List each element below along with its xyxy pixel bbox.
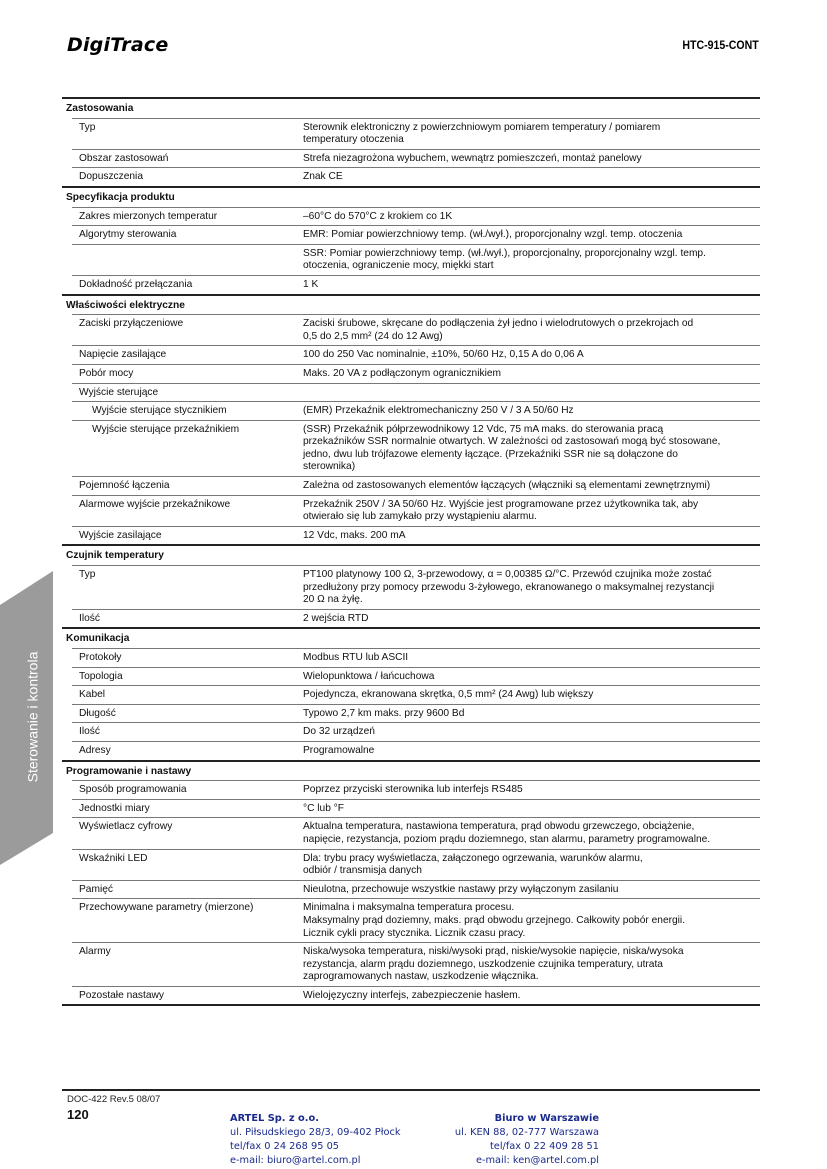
spec-label: Protokoły [79, 652, 122, 663]
spec-label: Topologia [79, 670, 123, 682]
spec-section [62, 186, 760, 294]
section-title: Specyfikacja produktu [66, 191, 175, 203]
spec-label: Ilość [79, 726, 100, 738]
spec-row [72, 849, 760, 880]
spec-label: Jednostki miary [79, 802, 150, 814]
spec-row [72, 685, 760, 704]
section-title: Komunikacja [66, 633, 130, 645]
spec-label: Dokładność przełączania [79, 278, 193, 290]
spec-label [72, 245, 296, 275]
spec-value: 100 do 250 Vac nominalnie, ±10%, 50/60 Hz, 0,15 A do 0,06 A [303, 349, 584, 361]
spec-value: Sterownik elektroniczny z powierzchniowym pomiarem temperatury / pomiarem temperatury otoczenia [303, 121, 661, 146]
spec-row [72, 942, 760, 986]
spec-row [72, 565, 760, 609]
spec-row [72, 704, 760, 723]
spec-row [72, 244, 760, 275]
spec-label: Dopuszczenia [79, 171, 143, 183]
spec-value: Modbus RTU lub ASCII [303, 652, 409, 663]
spec-value: Nieulotna, przechowuje wszystkie nastawy przy wyłączonym zasilaniu [303, 883, 619, 895]
spec-value: (SSR) Przekaźnik półprzewodnikowy 12 Vdc, 75 mA maks. do sterowania pracą przekaźników SSR normalnie otwartych. W zależności od zastosowań mogą być stosowane, jedno, dwu lub trójfazowe elementy łączące. (Przekaźniki SSR nie są dołączone do sterownika) [303, 423, 721, 473]
document-revision: DOC-422 Rev.5 08/07 [67, 1094, 161, 1105]
section-title: Zastosowania [66, 103, 134, 114]
spec-label: Algorytmy sterowania [79, 229, 177, 241]
spec-value: Pojedyncza, ekranowana skrętka, 0,5 mm² (24 Awg) lub większy [303, 689, 594, 701]
spec-value: Niska/wysoka temperatura, niski/wysoki prąd, niskie/wysokie napięcie, niska/wysoka rezystancja, alarm prądu doziemnego, uszkodzenie czujnika temperatury, utrata zaprogramowanych nastaw, uszkodzenie włącznika. [303, 946, 684, 983]
section-title: Właściwości elektryczne [66, 299, 185, 311]
spec-row [72, 118, 760, 149]
spec-label: Wyświetlacz cyfrowy [79, 821, 173, 833]
spec-value: SSR: Pomiar powierzchniowy temp. (wł./wył.), proporcjonalny, proporcjonalny wzgl. temp. otoczenia, ograniczenie mocy, miękki start [303, 247, 706, 272]
spec-value: Zależna od zastosowanych elementów łączących (włączniki są elementami zewnętrznymi) [303, 480, 711, 492]
spec-label: Wyjście sterujące przekaźnikiem [92, 423, 240, 435]
spec-value: Znak CE [303, 171, 343, 183]
spec-label: Adresy [79, 744, 111, 756]
spec-value: Aktualna temperatura, nastawiona temperatura, prąd obwodu grzewczego, obciążenie, napięcie, rezystancja, poziom prądu doziemnego, stan alarmu, parametry programowalne. [303, 821, 711, 845]
phone: tel/fax 0 24 268 95 05 [230, 1141, 340, 1152]
spec-label: Wyjście sterujące stycznikiem [92, 405, 227, 417]
spec-value: Wielojęzyczny interfejs, zabezpieczenie hasłem. [303, 989, 521, 1001]
spec-value: °C lub °F [303, 802, 344, 814]
spec-label: Typ [79, 121, 96, 133]
spec-label: Zaciski przyłączeniowe [79, 318, 184, 330]
spec-row [72, 314, 760, 345]
address-plock [230, 1112, 401, 1168]
spec-row [72, 225, 760, 244]
spec-row [72, 667, 760, 686]
spec-value: 12 Vdc, maks. 200 mA [303, 529, 406, 541]
spec-row [72, 799, 760, 818]
email-link[interactable]: e-mail: biuro@artel.com.pl [230, 1155, 361, 1166]
table-end-divider [62, 1004, 760, 1006]
spec-value: EMR: Pomiar powierzchniowy temp. (wł./wył.), proporcjonalny wzgl. temp. otoczenia [303, 229, 683, 241]
spec-label: Zakres mierzonych temperatur [79, 210, 218, 222]
page-number: 120 [67, 1107, 89, 1122]
spec-label: Wskaźniki LED [79, 852, 148, 864]
spec-label: Obszar zastosowań [79, 152, 169, 164]
spec-value: Typowo 2,7 km maks. przy 9600 Bd [303, 707, 465, 719]
spec-label: Przechowywane parametry (mierzone) [79, 902, 254, 914]
phone: tel/fax 0 22 409 28 51 [489, 1141, 599, 1152]
spec-value: 2 wejścia RTD [303, 612, 369, 624]
spec-row [72, 167, 760, 186]
side-tab-label: Sterowanie i kontrola [24, 651, 40, 783]
spec-section [62, 627, 760, 759]
spec-row [72, 648, 760, 667]
spec-value: Wielopunktowa / łańcuchowa [303, 670, 435, 682]
company-name: ARTEL Sp. z o.o. [230, 1113, 319, 1124]
spec-row [72, 880, 760, 899]
spec-label: Kabel [79, 689, 106, 701]
spec-value: Zaciski śrubowe, skręcane do podłączenia żył jedno i wielodrutowych o przekrojach od 0,5 do 2,5 mm² (24 do 12 Awg) [303, 318, 694, 342]
spec-value: Minimalna i maksymalna temperatura procesu. Maksymalny prąd doziemny, maks. prąd obwodu grzejnego. Całkowity pobór energii. Licznik cykli pracy stycznika. Licznik czasu pracy. [303, 902, 686, 939]
section-title: Programowanie i nastawy [66, 765, 192, 777]
spec-label: Długość [79, 707, 116, 719]
spec-row [72, 149, 760, 168]
spec-row [72, 741, 760, 760]
spec-row [72, 364, 760, 383]
spec-value: PT100 platynowy 100 Ω, 3-przewodowy, α = 0,00385 Ω/°C. Przewód czujnika może zostać przedłużony przy pomocy przewodu 3-żyłowego, ekranowanego o maksymalnej rezystancji 20 Ω na żyłę. [303, 569, 715, 606]
spec-value: 1 K [303, 278, 319, 290]
spec-row [72, 817, 760, 848]
spec-label: Typ [79, 569, 96, 581]
spec-value: –60°C do 570°C z krokiem co 1K [303, 210, 453, 222]
spec-value: Poprzez przyciski sterownika lub interfejs RS485 [303, 784, 523, 796]
spec-label: Pozostałe nastawy [79, 989, 164, 1001]
spec-label: Sposób programowania [79, 784, 187, 796]
spec-label: Wyjście zasilające [79, 529, 162, 541]
spec-row [72, 207, 760, 226]
spec-label: Alarmy [79, 946, 111, 958]
office-name: Biuro w Warszawie [494, 1113, 599, 1124]
spec-value: Przekaźnik 250V / 3A 50/60 Hz. Wyjście jest programowane przez użytkownika tak, aby otwierało się lub zamykało przy wystąpieniu alarmu. [303, 498, 699, 523]
spec-row [72, 609, 760, 628]
spec-section [62, 544, 760, 627]
spec-row [72, 898, 760, 942]
spec-value: (EMR) Przekaźnik elektromechaniczny 250 V / 3 A 50/60 Hz [303, 405, 574, 417]
brand-logo: DigiTrace [67, 34, 169, 56]
spec-row [72, 476, 760, 495]
document-code: HTC-915-CONT [682, 38, 759, 52]
spec-row [72, 780, 760, 799]
spec-row [72, 986, 760, 1005]
spec-section [62, 97, 760, 186]
address-warszawa [455, 1112, 599, 1168]
spec-label: Pojemność łączenia [79, 480, 170, 492]
spec-label: Napięcie zasilające [79, 349, 167, 361]
side-tab-label-wrap [17, 570, 47, 864]
spec-label: Pobór mocy [79, 367, 134, 379]
specification-table [62, 97, 760, 1006]
spec-row [72, 420, 760, 476]
spec-value: Dla: trybu pracy wyświetlacza, załączonego ogrzewania, warunków alarmu, odbiór / transmisja danych [303, 852, 643, 877]
spec-label: Pamięć [79, 883, 113, 895]
spec-row [72, 383, 760, 402]
spec-value: Maks. 20 VA z podłączonym ogranicznikiem [303, 367, 501, 379]
spec-label: Ilość [79, 612, 100, 624]
spec-row [72, 722, 760, 741]
street-address: ul. KEN 88, 02-777 Warszawa [454, 1127, 599, 1138]
spec-row [72, 401, 760, 420]
email-link[interactable]: e-mail: ken@artel.com.pl [475, 1155, 599, 1166]
spec-label: Wyjście sterujące [79, 386, 159, 398]
spec-value: Strefa niezagrożona wybuchem, wewnątrz pomieszczeń, montaż panelowy [303, 152, 642, 164]
spec-row [72, 495, 760, 526]
spec-row [72, 275, 760, 294]
spec-row [72, 526, 760, 545]
section-title: Czujnik temperatury [66, 550, 164, 562]
spec-row [72, 345, 760, 364]
street-address: ul. Piłsudskiego 28/3, 09-402 Płock [230, 1127, 401, 1138]
spec-value [296, 384, 760, 402]
spec-label: Alarmowe wyjście przekaźnikowe [79, 498, 231, 510]
spec-value: Programowalne [303, 744, 375, 756]
footer-divider [62, 1089, 760, 1091]
spec-section [62, 294, 760, 545]
spec-section [62, 760, 760, 1005]
spec-value: Do 32 urządzeń [303, 726, 375, 738]
